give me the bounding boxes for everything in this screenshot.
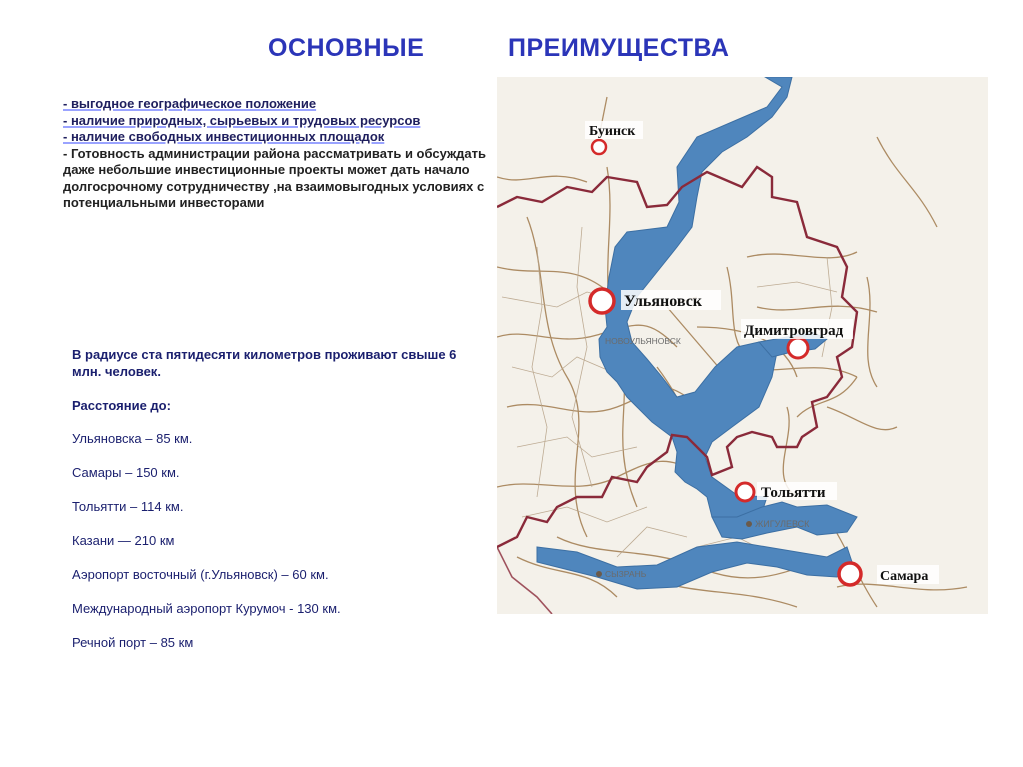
tolyatti-label: Тольятти [761,485,826,501]
tolyatti-marker [736,483,754,501]
distance-item: Аэропорт восточный (г.Ульяновск) – 60 км. [72,567,329,582]
title-word-2: ПРЕИМУЩЕСТВА [508,34,730,62]
samara-label: Самара [880,569,929,584]
advantage-item: - наличие свободных инвестиционных площадок [63,129,385,144]
advantage-item: - Готовность администрации района рассматривать и обсуждать даже небольшие инвестиционные проекты может дать начало долгосрочному сотрудничеству ,на взаимовыгодных условиях с потенциальными инвесторами [63,145,487,210]
buinsk-marker [592,140,606,154]
slide-title [0,34,1023,70]
title-word-1: ОСНОВНЫЕ [268,34,425,62]
distance-heading: Расстояние до: [72,398,171,413]
region-map [497,77,988,614]
population-text: В радиусе ста пятидесяти километров проживают свыше 6 млн. человек. [72,347,457,379]
dimitrovgrad-label: Димитровград [744,323,844,339]
advantage-item: - наличие природных, сырьевых и трудовых ресурсов [63,112,421,128]
dimitrovgrad-marker [788,338,808,358]
buinsk-label: Буинск [589,124,636,139]
novoulyanovsk-label: НОВОУЛЬЯНОВСК [605,336,681,346]
advantage-item: - выгодное географическое положение [63,96,317,111]
samara-marker [839,563,861,585]
info-block [72,346,472,650]
ulyanovsk-label: Ульяновск [624,293,703,310]
zhigulevsk-dot [746,521,752,527]
syzran-label: СЫЗРАНЬ [605,569,647,579]
zhigulevsk-label: ЖИГУЛЕВСК [755,519,810,529]
distance-item: Тольятти – 114 км. [72,499,184,514]
advantages-list [63,96,495,212]
distance-item: Казани — 210 км [72,533,175,548]
distance-item: Ульяновска – 85 км. [72,431,193,446]
ulyanovsk-marker [590,289,614,313]
distance-item: Международный аэропорт Курумоч - 130 км. [72,601,341,616]
distance-item: Речной порт – 85 км [72,635,194,650]
distance-item: Самары – 150 км. [72,465,180,480]
syzran-dot [596,571,602,577]
